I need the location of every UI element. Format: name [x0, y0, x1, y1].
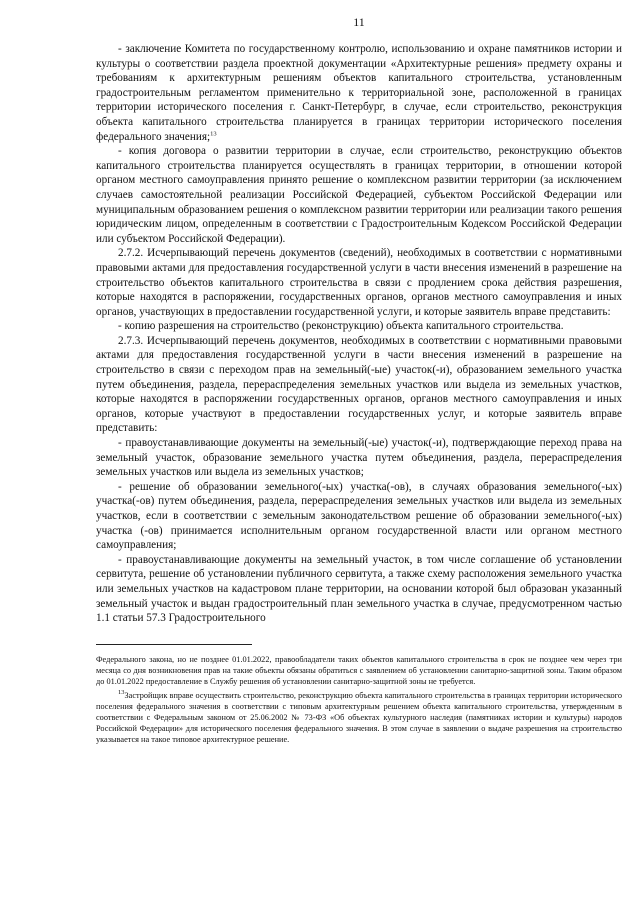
paragraph: 2.7.2. Исчерпывающий перечень документов (сведений), необходимых в соответствии с нормативными правовыми актами для предоставления государственной услуги в части внесения изменений в разрешение на строительство объектов капитального строительства в связи с продлением срока действия разрешения, которые находятся в распоряжении, государственных органов, органов местного самоуправления и иных органов, участвующих в предоставлении государственной услуги, и которые заявитель вправе представить: [96, 247, 622, 318]
footnote-marker: 13 [118, 689, 125, 697]
paragraph: - правоустанавливающие документы на земельный(-ые) участок(-и), подтверждающие переход права на земельный участок, образование земельного участка путем объединения, раздела, перераспределения земельных участков или выдела из земельных участков; [96, 437, 622, 479]
paragraph: - решение об образовании земельного(-ых) участка(-ов), в случаях образования земельного(-ых) участка(-ов) путем объединения, раздела, перераспределения земельных участков или выдела из земельных участков, если в соответствии с земельным законодательством решение об образовании земельного(-ых) участка (-ов) принимается исполнительным органом государственной власти или органом местного самоуправления; [96, 480, 622, 552]
paragraph: - копия договора о развитии территории в случае, если строительство, реконструкцию объектов капитального строительства планируется осуществлять в границах территории, в отношении которой органом местного самоуправления принято решение о комплексном развитии территории (за исключением случаев самостоятельной реализации Российской Федерацией, субъектом Российской Федерации или муниципальным образованием решения о комплексном развитии территории или реализации такого решения юридическим лицом, определенным в соответствии с Градостроительным Кодексом Российской Федерации или субъектом Российской Федерации). [96, 145, 622, 245]
footnote [96, 691, 622, 746]
footnotes [96, 655, 622, 746]
paragraph-text: - заключение Комитета по государственному контролю, использованию и охране памятников истории и культуры о соответствии раздела проектной документации «Архитектурные решения» предмету охраны и требованиям к архитектурным решениям объектов капитального строительства, установленным градостроительным регламентом применительно к территориальной зоне, расположенной в границах территории исторического поселения г. Санкт-Петербург, в случае, если строительство, реконструкция объекта капитального строительства планируется в границах территории исторического поселения федерального значения; [96, 43, 622, 143]
paragraph [96, 42, 622, 144]
paragraph: - копию разрешения на строительство (реконструкцию) объекта капитального строительства. [118, 320, 564, 333]
paragraph: - правоустанавливающие документы на земельный участок, в том числе соглашение об установлении сервитута, решение об установлении публичного сервитута, а также схему расположения земельного участка или земельных участков на кадастровом плане территории, на основании которой был образован указанный земельный участок и выдан градостроительный план земельного участка в случае, предусмотренном частью 1.1 статьи 57.3 Градостроительного [96, 553, 622, 625]
footnote-text: Застройщик вправе осуществить строительство, реконструкцию объекта капитального строительства в границах территории исторического поселения федерального значения в соответствии с типовым архитектурным решением объекта капитального строительства, утвержденным в соответствии с Федеральным законом от 25.06.2002 № 73-ФЗ «Об объектах культурного наследия (памятниках истории и культуры) народов Российской Федерации» для исторического поселения федерального значения. В этом случае в заявлении о выдаче разрешения на строительство указывается на такое типовое архитектурное решение. [96, 691, 622, 745]
body-text [96, 42, 622, 626]
footnote: Федерального закона, но не позднее 01.01.2022, правообладатели таких объектов капитального строительства в срок не позднее чем через три месяца со дня возникновения прав на такие объекты обязаны обратиться с заявлением об установлении санитарно-защитной зоны. Таким образом до 01.01.2022 предоставление в Службу решения об установлении санитарно-защитной зоны не требуется. [96, 654, 622, 686]
footnote-divider [96, 644, 252, 645]
page-number: 11 [353, 15, 365, 29]
paragraph: 2.7.3. Исчерпывающий перечень документов, необходимых в соответствии с нормативными правовыми актами для предоставления государственной услуги в части внесения изменений в разрешение на строительство в связи с переходом прав на земельный(-ые) участок(-и), образованием земельного участка путем объединения, раздела, перераспределения земельных участков или выдела из земельных участков, которые находятся в распоряжении государственных органов, органов местного самоуправления и иных органов, которые участвуют в предоставлении государственных услуг, и которые заявитель вправе представить: [96, 334, 622, 435]
footnote-ref: 13 [210, 129, 217, 137]
